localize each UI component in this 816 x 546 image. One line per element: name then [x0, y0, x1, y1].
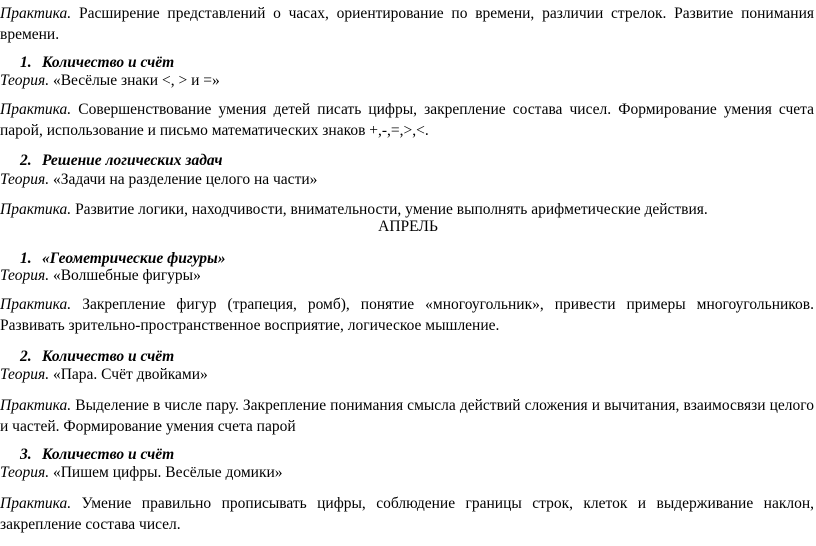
practice-paragraph: Практика. Развитие логики, находчивости, внимательности, умение выполнять арифметические действия.	[0, 201, 708, 218]
intro-practice	[0, 3, 814, 45]
practice-paragraph: Практика. Совершенствование умения детей писать цифры, закрепление состава чисел. Формирование умения счета парой, использование и письмо математических знаков +,-,=,>,<.	[0, 101, 814, 139]
month-heading: АПРЕЛЬ	[378, 218, 438, 235]
practice-label: Практика.	[0, 5, 72, 22]
practice-text: Расширение представлений о часах, ориентирование по времени, различии стрелок. Развитие понимания времени.	[0, 5, 815, 43]
section-heading: 2. Количество и счёт	[20, 348, 175, 365]
theory-line: Теория. «Весёлые знаки <, > и =»	[0, 72, 220, 89]
section-heading: 1. «Геометрические фигуры»	[20, 250, 226, 267]
practice-paragraph: Практика. Выделение в числе пару. Закрепление понимания смысла действий сложения и вычитания, взаимосвязи целого и частей. Формирование умения счета парой	[0, 397, 815, 435]
practice-paragraph: Практика. Умение правильно прописывать цифры, соблюдение границы строк, клеток и выдерживание наклон, закрепление состава чисел.	[0, 495, 815, 533]
section-heading: 2. Решение логических задач	[20, 152, 223, 169]
section-heading: 3. Количество и счёт	[20, 446, 175, 463]
theory-line: Теория. «Волшебные фигуры»	[0, 267, 201, 284]
practice-paragraph: Практика. Закрепление фигур (трапеция, ромб), понятие «многоугольник», привести примеры многоугольников. Развивать зрительно-пространственное восприятие, логическое мышление.	[0, 296, 814, 334]
theory-line: Теория. «Пишем цифры. Весёлые домики»	[0, 464, 283, 481]
section-heading: 1. Количество и счёт	[20, 54, 175, 71]
theory-line: Теория. «Задачи на разделение целого на части»	[0, 171, 318, 188]
theory-line: Теория. «Пара. Счёт двойками»	[0, 366, 208, 383]
